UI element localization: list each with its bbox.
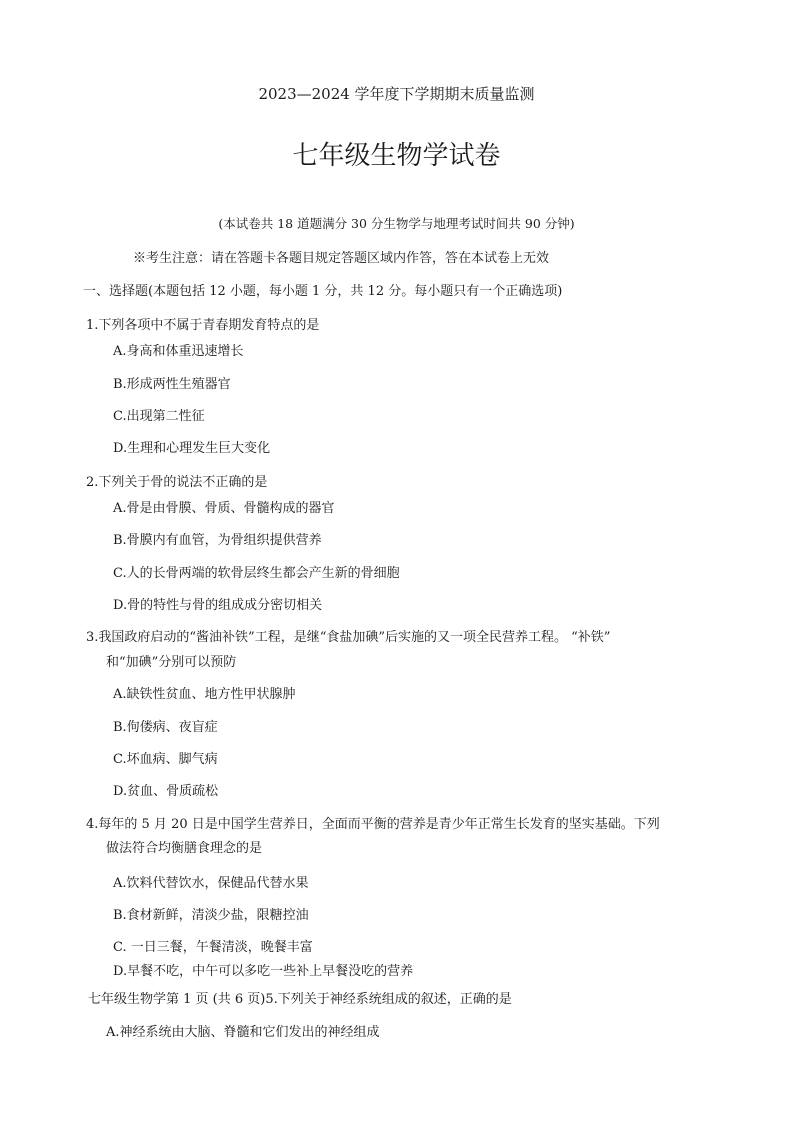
question-2-option-d: D.骨的特性与骨的组成成分密切相关 (113, 598, 323, 613)
exam-info-note: (本试卷共 18 道题满分 30 分生物学与地理考试时间共 90 分钟) (218, 216, 575, 231)
question-3-option-d: D.贫血、骨质疏松 (113, 784, 219, 799)
question-3-option-a: A.缺铁性贫血、地方性甲状腺肿 (113, 687, 296, 702)
question-1-option-a: A.身高和体重迅速增长 (113, 344, 244, 359)
question-3-option-c: C.坏血病、脚气病 (113, 752, 218, 767)
question-2-option-a: A.骨是由骨膜、骨质、骨髓构成的器官 (113, 501, 335, 516)
question-1-option-c: C.出现第二性征 (113, 409, 205, 424)
exam-title: 七年级生物学试卷 (292, 141, 501, 171)
question-4-option-b: B.食材新鲜，清淡少盐，限糖控油 (113, 908, 309, 923)
question-1-option-b: B.形成两性生殖器官 (113, 377, 231, 392)
question-2-option-b: B.骨膜内有血管，为骨组织提供营养 (113, 533, 322, 548)
question-1-option-d: D.生理和心理发生巨大变化 (113, 441, 271, 456)
question-4-option-d: D.早餐不吃，中午可以多吃一些补上早餐没吃的营养 (113, 964, 414, 979)
question-4-option-a: A.饮料代替饮水，保健品代替水果 (113, 876, 309, 891)
question-3-stem: 3.我国政府启动的“酱油补铁”工程，是继“食盐加碘”后实施的又一项全民营养工程。 “补铁” (86, 630, 611, 645)
section-heading: 一、选择题(本题包括 12 小题，每小题 1 分，共 12 分。每小题只有一个正确选项) (83, 284, 563, 299)
question-5-stem: 5.下列关于神经系统组成的叙述，正确的是 (265, 992, 512, 1007)
question-3-option-b: B.佝偻病、夜盲症 (113, 720, 218, 735)
footer-line (88, 992, 512, 1008)
question-4-stem: 4.每年的 5 月 20 日是中国学生营养日，全面而平衡的营养是青少年正常生长发育的坚实基础。下列 (86, 817, 660, 832)
exam-subtitle: 2023—2024 学年度下学期期末质量监测 (258, 85, 535, 103)
exam-notice: ※考生注意：请在答题卡各题目规定答题区域内作答，答在本试卷上无效 (133, 251, 550, 266)
page-number-label: 七年级生物学第 1 页 (共 6 页) (88, 992, 266, 1007)
question-1-stem: 1.下列各项中不属于青春期发育特点的是 (86, 318, 320, 333)
question-2-stem: 2.下列关于骨的说法不正确的是 (86, 475, 268, 490)
question-4-stem-continued: 做法符合均衡膳食理念的是 (106, 841, 263, 856)
question-2-option-c: C.人的长骨两端的软骨层终生都会产生新的骨细胞 (113, 566, 400, 581)
question-4-option-c: C. 一日三餐，午餐清淡，晚餐丰富 (113, 940, 313, 955)
question-3-stem-continued: 和“加碘”分别可以预防 (106, 655, 237, 670)
question-5-option-a: A.神经系统由大脑、脊髓和它们发出的神经组成 (106, 1025, 380, 1040)
